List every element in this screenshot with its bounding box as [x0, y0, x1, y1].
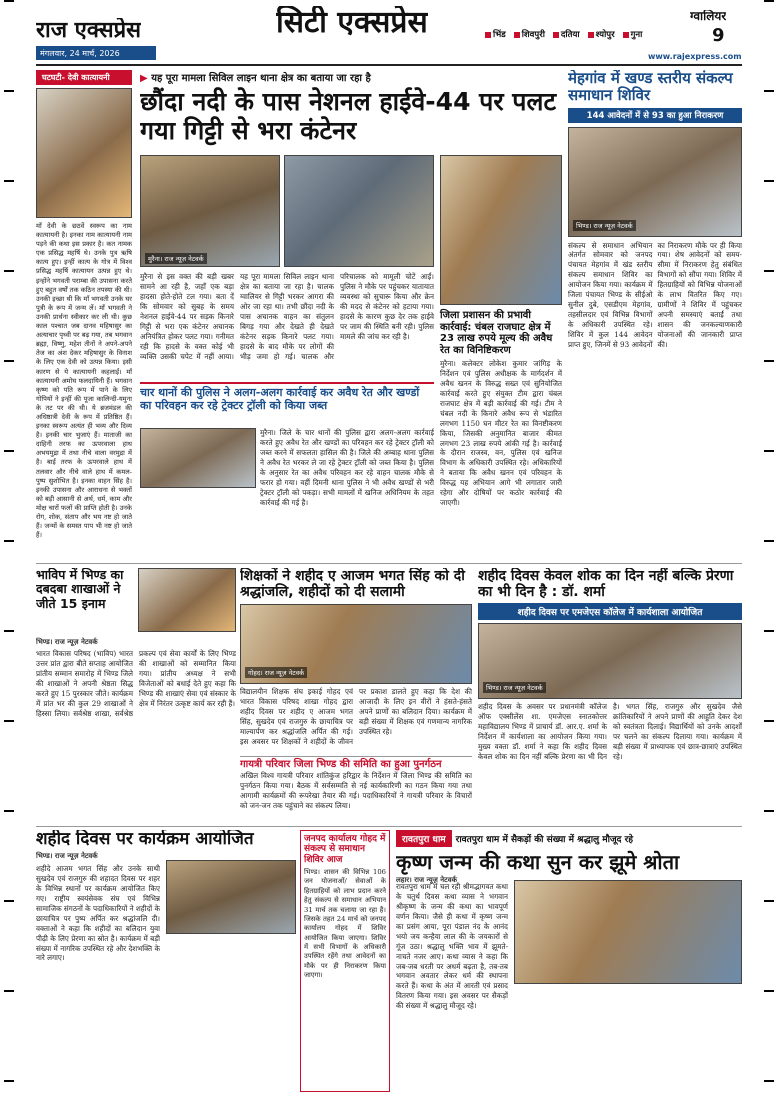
bhavip-group-photo	[138, 568, 236, 632]
shahid-story	[240, 568, 472, 822]
gayatri-headline: गायत्री परिवार जिला भिण्ड की समिति का हुआ पुनर्गठन	[240, 759, 442, 771]
police-photo	[140, 428, 256, 488]
karyakram-story	[36, 830, 296, 1092]
gayatri-box	[240, 756, 472, 811]
devi-image	[36, 88, 132, 218]
mehgaon-sub: 144 आवेदनों में से 93 का हुआ निराकरण	[568, 108, 742, 123]
nav-shivpuri[interactable]: शिवपुरी	[521, 30, 545, 40]
karyakram-body: शहीदे आजम भगत सिंह और उनके साथी सुखदेव एवं राजगुरु की शहादत दिवस पर शहर के विभिन्न स्थानों पर कार्यक्रम आयोजित किए गए। राष्ट्रीय स्वयंसेवक संघ एवं विभिन्न सामाजिक संगठनों के पदाधिकारियों ने शहीदों के छायाचित्र पर पुष्प अर्पित कर श्रद्धांजलि दी। वक्ताओं ने कहा कि शहीदों का बलिदान युवा पीढ़ी के लिए प्रेरणा का स्रोत है। कार्यक्रम में बड़ी संख्या में नागरिक उपस्थित रहे और देशभक्ति के नारे लगाए।	[36, 864, 160, 963]
krishna-headline: कृष्ण जन्म की कथा सुन कर झूमे श्रोता	[396, 850, 680, 874]
registration-strip-left	[4, 0, 14, 1108]
sharma-sub: शहीद दिवस पर एमजेएस कॉलेज में कार्यशाला आयोजित	[478, 603, 742, 620]
krishna-kicker: रावतपुरा धाम में सैकड़ों की संख्या में श्रद्धालु मौजूद रहे	[455, 835, 634, 845]
sharma-headline: शहीद दिवस केवल शोक का दिन नहीं बल्कि प्रेरणा का भी दिन है : डॉ. शर्मा	[478, 568, 734, 601]
sidebar-devi	[36, 70, 132, 560]
bhavip-body: भारत विकास परिषद (भाविप) भारत उत्तर प्रांत द्वारा बीते सप्ताह आयोजित प्रांतीय सम्मान समारोह में भिण्ड जिले की शाखाओं ने अपनी श्रेष्ठता सिद्ध करते हुए 15 पुरस्कार जीते। कार्यक्रम में प्रांत भर की कुल 29 शाखाओं ने हिस्सा लिया। सर्वश्रेष्ठ शाखा, सर्वश्रेष्ठ प्रकल्प एवं सेवा कार्यों के लिए भिण्ड की शाखाओं को सम्मानित किया गया। प्रांतीय अध्यक्ष ने सभी विजेताओं को बधाई देते हुए कहा कि भिण्ड की शाखाएं सेवा एवं संस्कार के क्षेत्र में निरंतर उत्कृष्ट कार्य कर रही हैं।	[36, 649, 236, 718]
police-box	[140, 382, 434, 556]
admin-box	[440, 310, 562, 556]
section-title: सिटी एक्सप्रेस	[276, 6, 428, 40]
krishna-photo	[514, 880, 742, 984]
janpad-body: भिण्ड। शासन की विभिन्न 106 जन योजनाओं/ सेवाओं के हितग्राहियों को लाभ प्रदान करने हेतु संकल्प से समाधान अभियान 31 मार्च तक चलाया जा रहा है। जिसके तहत 24 मार्च को जनपद कार्यालय गोहद में शिविर आयोजित किया जाएगा। शिविर में सभी विभागों के अधिकारी उपस्थित रहेंगे तथा आवेदनों का मौके पर ही निराकरण किया जाएगा।	[304, 868, 386, 980]
nav-bhind[interactable]: भिंड	[493, 30, 506, 40]
sidebar-heading: घटघटी- देवी कात्यायनी	[36, 70, 132, 85]
sharma-story	[478, 568, 742, 822]
shahid-photo: गोहद। राज न्यूज़ नेटवर्क	[240, 604, 472, 684]
nav-sheopur[interactable]: श्योपुर	[595, 30, 615, 40]
lead-story	[140, 70, 562, 560]
bhavip-byline: भिण्ड। राज न्यूज़ नेटवर्क	[36, 638, 98, 646]
shahid-body: विद्यालयीन शिक्षक संघ इकाई गोहद एवं भारत विकास परिषद शाखा गोहद द्वारा शहीद दिवस पर शहीद ए आजम भगत सिंह, सुखदेव एवं राजगुरु के छायाचित्र पर माल्यार्पण कर श्रद्धांजलि अर्पित की गई। इस अवसर पर शिक्षकों ने शहीदों के जीवन पर प्रकाश डालते हुए कहा कि देश की आजादी के लिए इन वीरों ने हंसते-हंसते अपने प्राणों का बलिदान दिया। कार्यक्रम में बड़ी संख्या में शिक्षक एवं गणमान्य नागरिक उपस्थित रहे।	[240, 687, 472, 746]
gayatri-body: अखिल विश्व गायत्री परिवार शांतिकुंज हरिद्वार के निर्देशन में जिला भिण्ड की समिति का पुनर्गठन किया गया। बैठक में सर्वसम्मति से नई कार्यकारिणी का गठन किया गया तथा आगामी कार्यक्रमों की रूपरेखा तैयार की गई। पदाधिकारियों ने गायत्री परिवार के विचारों को जन-जन तक पहुंचाने का संकल्प लिया।	[240, 770, 472, 810]
website-link[interactable]: www.rajexpress.com	[648, 52, 742, 61]
masthead-rule	[36, 64, 742, 66]
admin-photo	[440, 155, 562, 305]
nav-bar	[480, 29, 730, 43]
mehgaon-headline: मेहगांव में खण्ड स्तरीय संकल्प समाधान शिविर	[568, 70, 733, 105]
registration-strip-right	[764, 0, 774, 1108]
krishna-byline: लहार। राज न्यूज़ नेटवर्क	[396, 876, 457, 884]
janpad-headline: जनपद कार्यालय गोहद में संकल्प से समाधान शिविर आज	[304, 834, 386, 865]
police-body: मुरैना। जिले के चार थानों की पुलिस द्वारा अलग-अलग कार्रवाई करते हुए अवैध रेत और खण्डों का परिवहन कर रहे ट्रेक्टर ट्रॉली को जब्त करने में सफलता हासिल की है। जिले की अम्बाह थाना पुलिस ने अवैध रेत भरकर ले जा रहे ट्रेक्टर ट्रॉली को जब्त किया है। पुलिस के अनुसार रेत का अवैध परिवहन कर रहे वाहन चालक मौके से फरार हो गया। वहीं दिमनी थाना पुलिस ने भी अवैध खण्डों से भरी ट्रेक्टर ट्रॉली को पकड़ा। सभी मामलों में खनिज अधिनियम के तहत कार्रवाई की गई है।	[260, 428, 434, 507]
city-name: ग्वालियर	[690, 10, 727, 23]
karyakram-byline: भिण्ड। राज न्यूज़ नेटवर्क	[36, 851, 98, 860]
krishna-body: रावतपुरा धाम में चल रही श्रीमद्भागवत कथा के चतुर्थ दिवस कथा व्यास ने भगवान श्रीकृष्ण के जन्म की कथा का भावपूर्ण वर्णन किया। जैसे ही कथा में कृष्ण जन्म का प्रसंग आया, पूरा पंडाल नंद के आनंद भयो जय कन्हैया लाल की के जयकारों से गूंज उठा। श्रद्धालु भक्ति भाव में झूमते-नाचते नजर आए। कथा व्यास ने कहा कि जब-जब धरती पर अधर्म बढ़ता है, तब-तब भगवान अवतार लेकर धर्म की स्थापना करते हैं। कथा के अंत में आरती एवं प्रसाद वितरण किया गया। इस अवसर पर सैकड़ों की संख्या में श्रद्धालु मौजूद रहे।	[396, 882, 508, 1011]
date-line: मंगलवार, 24 मार्च, 2026	[40, 49, 120, 58]
krishna-kicker-row	[396, 830, 742, 847]
section-rule-1	[36, 563, 742, 564]
admin-body: मुरैना। कलेक्टर लोकेश कुमार जांगिड़ के निर्देशन एवं पुलिस अधीक्षक के मार्गदर्शन में अवैध खनन के विरुद्ध सख्त एवं सुनियोजित कार्रवाई करते हुए संयुक्त टीम द्वारा चंबल राजघाट क्षेत्र में बड़ी कार्रवाई की गई। टीम ने चंबल नदी के किनारे अवैध रूप से भंडारित लगभग 1150 घन मीटर रेत का विनष्टीकरण किया, जिसकी अनुमानित बाजार कीमत लगभग 23 लाख रुपये आंकी गई है। कार्रवाई के दौरान राजस्व, वन, पुलिस एवं खनिज विभाग के अधिकारी उपस्थित रहे। अधिकारियों ने बताया कि अवैध खनन एवं परिवहन के विरुद्ध यह अभियान आगे भी लगातार जारी रहेगा और दोषियों पर कठोर कार्रवाई की जाएगी।	[440, 359, 562, 508]
mehgaon-body: संकल्प से समाधान अभियान अंतर्गत सोमवार को जनपद पंचायत मेहगांव में खंड स्तरीय संकल्प समाधान शिविर का आयोजन किया गया। कार्यक्रम में जिला पंचायत भिण्ड के सीईओ सुनील दुबे, एसडीएम मेहगांव, तहसीलदार एवं विभिन्न विभागों के अधिकारी उपस्थित रहे। शिविर में कुल 144 आवेदन प्राप्त हुए, जिनमें से 93 आवेदनों का निराकरण मौके पर ही किया गया। शेष आवेदनों को समय-सीमा में निराकरण हेतु संबंधित विभागों को सौंपा गया। शिविर में हितग्राहियों को विभिन्न योजनाओं के लाभ वितरित किए गए। ग्रामीणों ने शिविर में पहुंचकर अपनी समस्याएं बताईं तथा शासन की जनकल्याणकारी योजनाओं की जानकारी प्राप्त की।	[568, 240, 742, 349]
krishna-tag: रावतपुरा धाम	[396, 830, 452, 847]
nav-datia[interactable]: दतिया	[560, 30, 580, 40]
brand-name: राज एक्सप्रेस	[36, 18, 141, 43]
janpad-story	[300, 830, 390, 1092]
bhavip-headline: भाविप में भिण्ड का दबदबा शाखाओं ने जीते 15 इनाम	[36, 568, 124, 611]
sharma-body: शहीद दिवस के अवसर पर प्रधानमंत्री कॉलेज ऑफ एक्सीलेंस शा. एमजेएस स्नातकोत्तर महाविद्यालय भिण्ड में प्राचार्य डॉ. आर.ए. शर्मा के निर्देशन में कार्यशाला का आयोजन किया गया। मुख्य वक्ता डॉ. शर्मा ने कहा कि शहीद दिवस केवल शोक का दिन नहीं बल्कि प्रेरणा का भी दिन है। भगत सिंह, राजगुरु और सुखदेव जैसे क्रांतिकारियों ने अपने प्राणों की आहुति देकर देश को स्वतंत्रता दिलाई। विद्यार्थियों को उनके आदर्शों पर चलने का संकल्प दिलाया गया। कार्यक्रम में बड़ी संख्या में प्राध्यापक एवं छात्र-छात्राएं उपस्थित रहे।	[478, 702, 742, 761]
sidebar-text: माँ देवी के छठवें स्वरूप का नाम कात्यायनी है। इनका नाम कात्यायनी नाम पड़ने की कथा इस प्रकार है। कत नामक एक प्रसिद्ध महर्षि थे। उनके पुत्र ऋषि कात्य हुए। इन्हीं कात्य के गोत्र में विश्व प्रसिद्ध महर्षि कात्यायन उत्पन्न हुए थे। इन्होंने भगवती पराम्बा की उपासना करते हुए बहुत वर्षों तक कठिन तपस्या की थी। उनकी इच्छा थी कि माँ भगवती उनके घर पुत्री के रूप में जन्म लें। माँ भगवती ने उनकी प्रार्थना स्वीकार कर ली थी। कुछ काल पश्चात जब दानव महिषासुर का अत्याचार पृथ्वी पर बढ़ गया, तब भगवान ब्रह्मा, विष्णु, महेश तीनों ने अपने-अपने तेज का अंश देकर महिषासुर के विनाश के लिए एक देवी को उत्पन्न किया। इसी कारण से ये कात्यायनी कहलाईं। माँ कात्यायनी अमोघ फलदायिनी हैं। भगवान कृष्ण को पति रूप में पाने के लिए गोपियों ने इन्हीं की पूजा कालिन्दी-यमुना के तट पर की थी। ये ब्रजमंडल की अधिष्ठात्री देवी के रूप में प्रतिष्ठित हैं। इनका स्वरूप अत्यंत ही भव्य और दिव्य है। इनकी चार भुजाएं हैं। माताजी का दाहिनी तरफ का ऊपरवाला हाथ अभयमुद्रा में तथा नीचे वाला वरमुद्रा में है। बाईं तरफ के ऊपरवाले हाथ में तलवार और नीचे वाले हाथ में कमल-पुष्प सुशोभित है। इनका वाहन सिंह है। इनकी उपासना और आराधना से भक्तों को बड़ी आसानी से अर्थ, धर्म, काम और मोक्ष चारों फलों की प्राप्ति होती है। उनके रोग, शोक, संताप और भय नष्ट हो जाते हैं। जन्मों के समस्त पाप भी नष्ट हो जाते हैं।	[36, 222, 132, 540]
admin-headline: जिला प्रशासन की प्रभावी कार्रवाई: चंबल राजघाट क्षेत्र में 23 लाख रुपये मूल्य की अवैध रेत का विनिष्टिकरण	[440, 310, 553, 356]
karyakram-headline: शहीद दिवस पर कार्यक्रम आयोजित	[36, 830, 254, 849]
page-number: 9	[712, 26, 725, 46]
bhavip-body-wrap	[36, 636, 236, 820]
lead-headline: छौंदा नदी के पास नेशनल हाईवे-44 पर पलट गया गिट्टी से भरा कंटेनर	[140, 87, 557, 145]
nav-guna[interactable]: गुना	[630, 30, 643, 40]
lead-photo: मुरैना। राज न्यूज़ नेटवर्क	[140, 155, 280, 267]
mehgaon-story	[568, 70, 742, 560]
masthead	[0, 0, 778, 66]
police-headline: चार थानों की पुलिस ने अलग-अलग कार्रवाई कर अवैध रेत और खण्डों का परिवहन कर रहे ट्रेक्टर ट्रॉली को किया जब्त	[140, 386, 420, 412]
krishna-story	[396, 830, 742, 1092]
lead-kicker: ▶ यह पूरा मामला सिविल लाइन थाना क्षेत्र का बताया जा रहा है	[140, 73, 371, 84]
lead-body: मुरैना से इस वक्त की बड़ी खबर सामने आ रही है, जहाँ एक बड़ा हादसा होते-होते टल गया। बता दें कि सोमवार को सुबह के समय नेशनल हाईवे-44 पर सड़क किनारे गिट्टी से भरा एक कंटेनर अचानक अनियंत्रित होकर पलट गया। गनीमत रही कि हादसे के वक्त कोई भी व्यक्ति उसकी चपेट में नहीं आया। यह पूरा मामला सिविल लाइन थाना क्षेत्र का बताया जा रहा है। चालक ग्वालियर से गिट्टी भरकर आगरा की ओर जा रहा था। तभी छौंदा नदी के पास अचानक वाहन का संतुलन बिगड़ गया और देखते ही देखते कंटेनर सड़क किनारे पलट गया। हादसे के बाद मौके पर लोगों की भीड़ जमा हो गई। चालक और परिचालक को मामूली चोटें आईं। पुलिस ने मौके पर पहुंचकर यातायात व्यवस्था को सुचारू किया और क्रेन की मदद से कंटेनर को हटाया गया। हादसे के कारण कुछ देर तक हाईवे पर जाम की स्थिति बनी रही। पुलिस मामले की जांच कर रही है।	[140, 272, 434, 361]
karyakram-photo	[166, 860, 296, 934]
mehgaon-photo: भिण्ड। राज न्यूज़ नेटवर्क	[568, 127, 742, 237]
sharma-photo: भिण्ड। राज न्यूज़ नेटवर्क	[478, 623, 742, 699]
shahid-headline: शिक्षकों ने शहीद ए आजम भगत सिंह को दी श्रद्धांजलि, शहीदों को दी सलामी	[240, 568, 465, 601]
lead-photo-2	[284, 155, 434, 267]
section-rule-2	[36, 826, 742, 827]
